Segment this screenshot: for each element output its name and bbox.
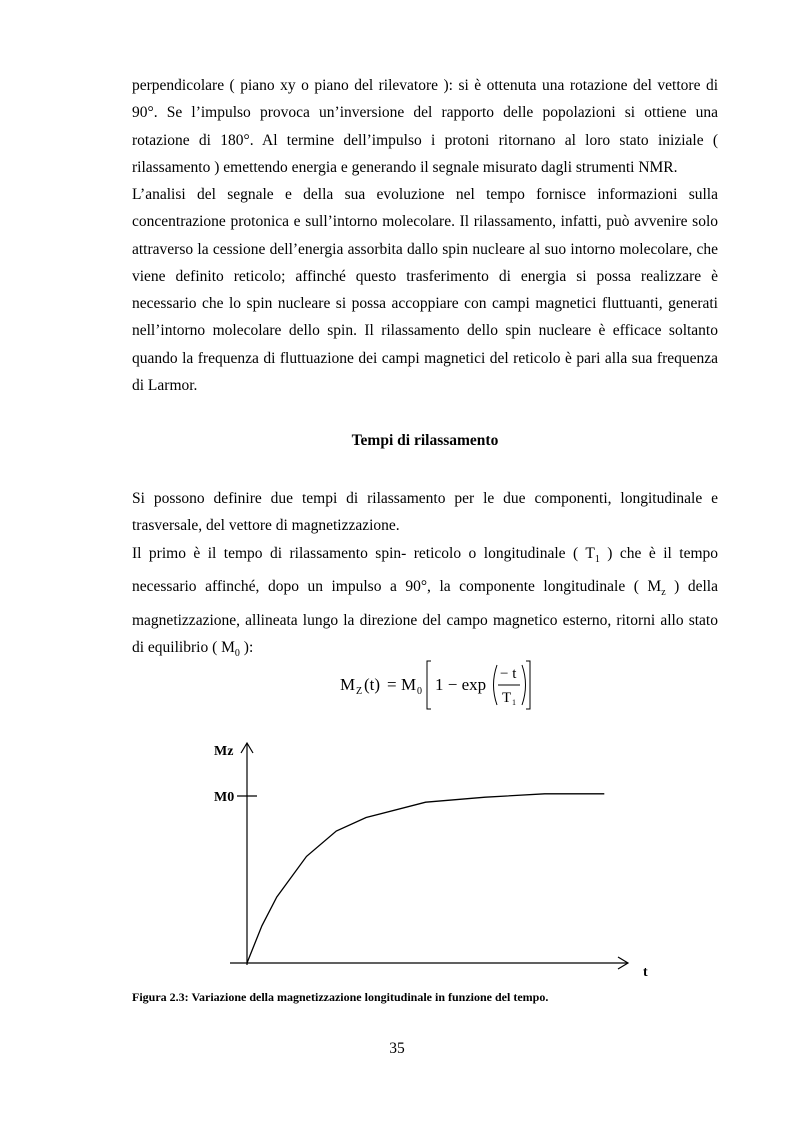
eq-one-minus-exp: 1 − exp xyxy=(435,675,487,694)
eq-denominator-sub: 1 xyxy=(512,698,516,707)
eq-lhs-sub: Z xyxy=(356,686,363,697)
figure-caption: Figura 2.3: Variazione della magnetizzazione longitudinale in funzione del tempo. xyxy=(132,990,549,1004)
y-axis-label: Mz xyxy=(214,744,234,759)
eq-left-bracket xyxy=(427,661,431,709)
eq-m: M xyxy=(401,675,417,694)
paragraph-relaxation-times: Si possono definire due tempi di rilassamento per le due componenti, longitudinale e trasversale, del vettore di magnetizzazione. xyxy=(132,490,718,535)
m0-subscript: 0 xyxy=(234,648,240,660)
eq-lhs-arg: (t) xyxy=(364,675,381,694)
t1-subscript: 1 xyxy=(594,554,600,566)
eq-numerator: − t xyxy=(500,666,517,682)
paragraph-t1-definition xyxy=(132,540,718,667)
mz-subscript: z xyxy=(661,587,666,599)
t1-text-a: Il primo è il tempo di rilassamento spin- reticolo o longitudinale ( T xyxy=(132,545,595,562)
eq-denominator: T xyxy=(502,690,512,706)
t1-text-b: ) che è il tempo necessario affinché, dopo un impulso a 90°, la componente longitudinale ( M xyxy=(132,545,719,596)
relaxation-equation xyxy=(330,655,550,715)
t1-text-c: ) della magnetizzazione, allineata lungo la direzione del campo magnetico esterno, ritorni allo stato di equilibrio ( M xyxy=(132,578,718,657)
eq-equals: = xyxy=(387,675,397,694)
section-heading: Tempi di rilassamento xyxy=(351,432,499,449)
eq-left-paren xyxy=(494,665,498,705)
eq-lhs: M xyxy=(340,675,356,694)
eq-right-bracket xyxy=(526,661,530,709)
series-line xyxy=(247,794,604,963)
page-number: 35 xyxy=(389,1040,405,1057)
x-axis-label: t xyxy=(643,965,648,980)
magnetization-chart xyxy=(200,735,670,983)
eq-m-sub: 0 xyxy=(417,686,422,697)
t1-text-d: ): xyxy=(239,639,254,657)
paragraph-signal-analysis: L’analisi del segnale e della sua evoluzione nel tempo fornisce informazioni sulla concentrazione protonica e sull’intorno molecolare. Il rilassamento, infatti, può avvenire solo attraverso la cessione dell’energia assorbita dallo spin nucleare al suo intorno molecolare, che viene definito reticolo; affinché questo trasferimento di energia si possa realizzare è necessario che lo spin nucleare si possa accoppiare con campi magnetici fluttuanti, generati nell’intorno molecolare dello spin. Il rilassamento dello spin nucleare è efficace soltanto quando la frequenza di fluttuazione dei campi magnetici del reticolo è pari alla sua frequenza di Larmor. xyxy=(132,186,718,395)
paragraph-pulse-rotation: perpendicolare ( piano xy o piano del rilevatore ): si è ottenuta una rotazione del vettore di 90°. Se l’impulso provoca un’inversione del rapporto delle popolazioni si ottiene una rotazione di 180°. Al termine dell’impulso i protoni ritornano al loro stato iniziale ( rilassamento ) emettendo energia e generando il segnale misurato dagli strumenti NMR. xyxy=(132,77,718,176)
eq-right-paren xyxy=(522,665,526,705)
m0-tick-label: M0 xyxy=(214,790,235,805)
